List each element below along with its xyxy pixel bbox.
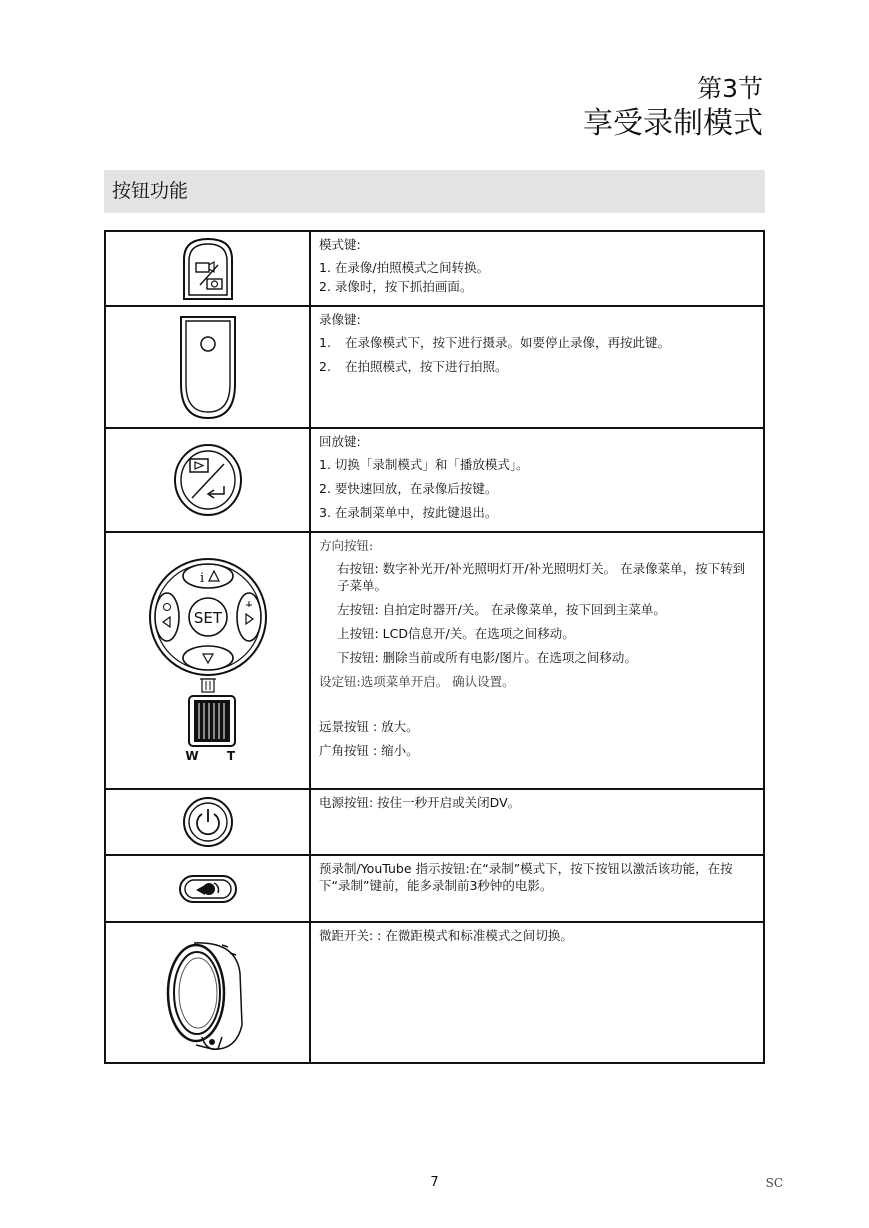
item-text: 在拍照模式，按下进行拍照。: [345, 359, 508, 374]
playback-key-line: 3. 在录制菜单中，按此键退出。: [319, 505, 498, 520]
button-function-table: [104, 230, 765, 1064]
direction-keys-icon-cell: [105, 532, 310, 789]
direction-key-line: 下按钮: 删除当前或所有电影/图片。在选项之间移动。: [337, 650, 637, 665]
direction-keys-title: 方向按钮:: [319, 538, 374, 553]
macro-switch-text: 微距开关: : 在微距模式和标准模式之间切换。: [319, 928, 573, 943]
direction-key-line: 左按钮: 自拍定时器开/关。 在录像菜单，按下回到主菜单。: [337, 602, 666, 617]
tele-label: T: [226, 748, 235, 763]
record-key-item: [319, 358, 755, 375]
wide-label: W: [184, 748, 199, 763]
power-button-icon-cell: [105, 789, 310, 855]
record-key-title: 录像键:: [319, 312, 361, 327]
playback-key-line: 1. 切换「录制模式」和「播放模式」。: [319, 457, 529, 472]
band-title: 按钮功能: [112, 180, 189, 202]
zoom-lever-icon: [173, 695, 243, 765]
table-row: [105, 855, 764, 922]
chapter-title: 享受录制模式: [583, 106, 763, 141]
table-row: [105, 789, 764, 855]
item-number: 2.: [319, 359, 331, 374]
mode-key-line: 2. 录像时，按下抓拍画面。: [319, 279, 473, 294]
section-number: 第3节: [697, 74, 763, 103]
wide-button-line: 广角按钮 : 缩小。: [319, 743, 419, 758]
playback-key-line: 2. 要快速回放，在录像后按键。: [319, 481, 498, 496]
prerecord-button-text: 预录制/YouTube 指示按钮:在“录制”模式下，按下按钮以激活该功能，在按下“录制”键前，能多录制前3秒钟的电影。: [319, 861, 733, 893]
playback-key-icon-cell: [105, 428, 310, 532]
table-row: [105, 428, 764, 532]
mode-key-icon: [178, 237, 238, 301]
tele-button-line: 远景按钮 : 放大。: [319, 719, 419, 734]
record-key-icon: [176, 312, 240, 422]
set-label: SET: [193, 608, 222, 627]
prerecord-button-icon-cell: [105, 855, 310, 922]
playback-key-title: 回放键:: [319, 434, 361, 449]
playback-key-icon: [172, 442, 244, 518]
record-key-icon-cell: [105, 306, 310, 428]
table-row: [105, 922, 764, 1063]
page-number: 7: [430, 1175, 439, 1190]
language-code: SC: [765, 1176, 783, 1190]
table-row: [105, 532, 764, 789]
prerecord-youtube-icon: [178, 874, 238, 904]
item-number: 1.: [319, 335, 331, 350]
direction-pad-icon: [148, 557, 268, 693]
item-text: 在录像模式下，按下进行摄录。如要停止录像，再按此键。: [345, 335, 671, 350]
mode-key-line: 1. 在录像/拍照模式之间转换。: [319, 260, 490, 275]
svg-text:i: i: [199, 570, 204, 586]
section-band: [104, 170, 765, 213]
set-button-line: 设定钮:选项菜单开启。 确认设置。: [319, 674, 515, 689]
direction-key-line: 上按钮: LCD信息开/关。在选项之间移动。: [337, 626, 575, 641]
power-button-text: 电源按钮: 按住一秒开启或关闭DV。: [319, 795, 521, 810]
direction-key-line: 右按钮: 数字补光开/补光照明灯开/补光照明灯关。 在录像菜单，按下转到子菜单。: [337, 561, 746, 593]
mode-key-icon-cell: [105, 231, 310, 306]
mode-key-title: 模式键:: [319, 237, 361, 252]
table-row: [105, 231, 764, 306]
macro-lens-icon: [166, 933, 250, 1053]
macro-switch-icon-cell: [105, 922, 310, 1063]
table-row: [105, 306, 764, 428]
power-icon: [181, 795, 235, 849]
record-key-item: [319, 334, 755, 351]
